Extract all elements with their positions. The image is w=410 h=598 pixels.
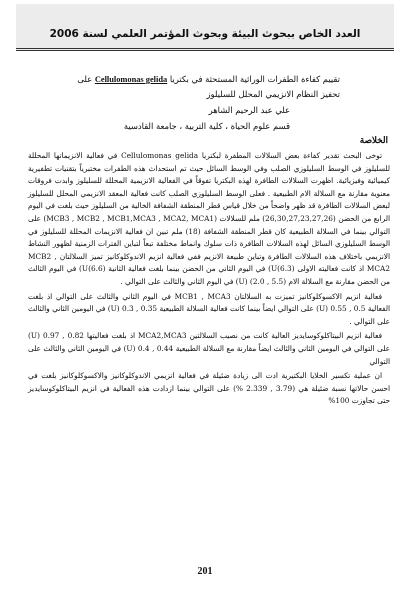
abstract-paragraph: فعالية انزيم الاكسوكلوكانيز تميزت به السلالتان MCB1 , MCA3 في اليوم الثاني والثالث على التوالي اذ بلغت الفعالية 0.5 , 0.55 (U) على التوالي ايضاً بينما كانت فعالية السلالة الطبيعية 0.35 , 0.3 (U) في اليومين الثاني والثالث على التوالي .	[28, 291, 390, 326]
journal-header	[16, 4, 394, 51]
paper-title-part1: تقييم كفاءة الطفرات الوراثية المستحثة في بكتريا	[169, 74, 340, 84]
paper-title-part2: على تحفيز النظام الانزيمي المحلل للسليلوز	[77, 74, 340, 99]
abstract-paragraph: ان عملية تكسير الخلايا البكتيرية ادت الى زيادة ضئيلة في فعالية انزيمي الاندوكلوكانيز والاكسوكلوكانيز بلغت في احسن حالاتها نسبة ضئيلة هي (3.79 , 2.339 %) على التوالي بينما ازدادت هذه الفعالية في انزيم البيتاكلوكوسايديز حتى تجاوزت 100%	[28, 371, 390, 406]
abstract-paragraph: توخى البحث تقدير كفاءة بعض السلالات المطفرة لبكتريا Cellulomonas gelida في فعالية الانزيماتها المحللة للسليلوز في الوسط السليلوزي الصلب وفي الوسط السائل حيث تم استحداث هذه الطفرات مختبرياً بتقنيات تطفيرية كيميائية وفيزيائية. اظهرت السلالات الطافرة لهذه البكتريا تفوقاً في الفعالية الانزيمية المحللة للسليلوز وابدت فروقات معنوية مقارنة مع السلالة الام الطبيعية . فعلى الوسط السليلوزي الصلب كانت فعالية المعقد الانزيمي المحلل للسليلوز لبعض السلالات الطافرة قد ظهر واضحاً من خلال قياس قطر المنطقة الشفافة الخالية من السليلوز حيث بلغت في اليوم الرابع من الحضن (26,30,27,23,27,26) ملم للسلالات (MCB3 , MCB2 , MCB1,MCA3 , MCA2, MCA1) على التوالي بينما في السلالة الطبيعية كان قطر المنطقة الشفافة (18) ملم تبين ان فعالية الانزيمات المحللة للسليلوز في الوسط السليلوزي السائل لهذه السلالات الطافرة ذات سلوك وانماط مختلفة تبعاً لتباين الفترات الزمنية لظهور النشاط الانزيمي باختلاف هذه السلالات الطافرة وتباين طبيعة الانزيم ففي فعالية انزيم الاندوكلوكانيز تميز السلالتان MCB2 , MCA2 اذ كانت فعاليته الاولى (6.3)U) في اليوم الثاني من الحضن بينما بلغت فعالية الثانية (6.6)U) في اليوم الثالث من الحضن مقارنة مع السلالة الام (5.5 , 2.0) (U) في اليوم الثاني والثالث على التوالي .	[28, 151, 390, 286]
page-number: 201	[197, 566, 213, 577]
journal-title: العدد الخاص ببحوث البيئة وبحوث المؤتمر العلمي لسنة 2006	[49, 28, 361, 40]
abstract-paragraph: فعالية انزيم البيتاكلوكوسايديز العالية كانت من نصيب السلالتين MCA2,MCA3 اذ بلغت فعاليتها 0.82 , 0.97 (U) على التوالي في اليومين الثاني والثالث ايضاً مقارنة مع السلالة الطبيعية 0.44 , 0.4 (U) في اليومين الثاني والثالث على التوالي	[28, 331, 390, 366]
abstract-body	[28, 150, 390, 410]
author-name: علي عبد الرحيم الشاهر	[208, 105, 290, 115]
paper-title	[70, 72, 340, 101]
bacterium-name: Cellulomonas gelida	[94, 75, 168, 84]
author-affiliation: قسم علوم الحياة ، كلية التربية ، جامعة القادسية	[123, 121, 290, 131]
abstract-heading: الخلاصة	[359, 136, 388, 146]
